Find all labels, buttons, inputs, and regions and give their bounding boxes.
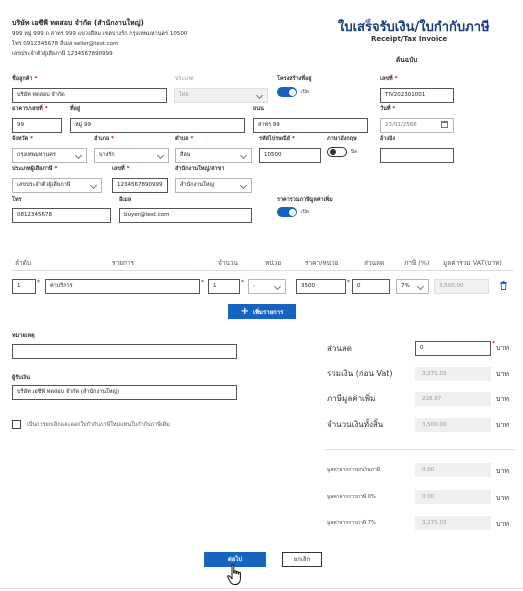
email-input[interactable]: buyer@test.com [119,208,252,223]
reference-input[interactable] [380,148,454,163]
summary-discount-label: ส่วนลด [327,344,352,353]
province-label: จังหวัด * [12,136,34,142]
row-item-input[interactable]: ค่าบริการ [45,279,200,294]
company-address: 999 หมู่ 999 ถ.สาทร 999 แขวงสีลม เขตบางรัก กรุงเทพมหานคร 10500 [12,31,188,37]
total-unit: บาท [496,421,509,429]
row-price-input[interactable]: 3500 [296,279,346,294]
row-qty-required: * [241,279,244,286]
table-header-divider [12,270,514,271]
cancel-button[interactable]: ยกเลิก [282,552,322,567]
tax-no-input[interactable]: 1234567890999 [112,178,168,193]
english-label: ภาษาอังกฤษ [327,136,357,142]
row-price-required: * [347,279,350,286]
vat-incl-toggle-label: เปิด [301,209,310,215]
structure-label: โครงสร้างที่อยู่ [277,76,312,82]
province-select[interactable]: กรุงเทพมหานคร [12,148,87,163]
prefix-select[interactable]: ไทย [174,88,268,103]
prefix-label: ประเภท [175,76,194,82]
add-item-label: เพิ่มรายการ [253,308,284,316]
receiver-label: ผู้รับเงิน [12,375,30,381]
th-item: รายการ [112,259,135,267]
vat-incl-label: ราคารวมภาษีมูลค่าเพิ่ม [277,197,333,203]
doc-no-input[interactable]: TIV202301001 [380,88,454,103]
tax-no-label: เลขที่ * [112,166,130,172]
email-label: อีเมล [119,197,132,203]
branch-select[interactable]: สำนักงานใหญ่ [175,178,252,193]
building-no-input[interactable]: 99 [12,118,62,133]
date-input[interactable]: 23/01/2566 [380,118,454,133]
row-tax-select[interactable]: 7% [396,279,429,294]
exempt-label: มูลค่าจากการยกเว้นภาษี [327,467,381,473]
exempt-value: 0.00 [415,463,491,477]
total-label: จำนวนเงินทั้งสิ้น [327,420,384,429]
summary-discount-required: * [492,340,495,347]
hand-cursor-icon [227,564,245,586]
taxpayer-type-label: ประเภทผู้เสียภาษี * [12,166,58,172]
plus-icon: + [240,305,250,317]
th-qty: จำนวน [218,259,238,267]
vat-unit: บาท [496,395,509,403]
next-button[interactable]: ต่อไป [204,552,266,567]
subdistrict-select[interactable]: สีลม [175,148,252,163]
company-name: บริษัท เอซีพี ทดสอบ จำกัด (สำนักงานใหญ่) [12,19,144,27]
date-label: วันที่ * [380,106,396,112]
doc-title: ใบเสร็จรับเงิน/ใบกำกับภาษี [338,20,490,35]
summary-discount-unit: บาท [496,344,509,352]
doc-no-label: เลขที่ * [380,76,398,82]
row-seq-required: * [37,279,40,286]
moo-label: ที่อยู่ [70,106,81,112]
row-unit-select[interactable]: - [248,279,286,294]
phone-label: โทร [12,197,22,203]
road-input[interactable]: สาทร 99 [253,118,368,133]
zero-rate-unit: บาท [496,494,509,502]
subtotal-label: รวมเงิน (ก่อน Vat) [327,369,393,378]
row-discount-input[interactable]: 0 [352,279,390,294]
receiver-input[interactable]: บริษัท เอซีพี ทดสอบ จำกัด (สำนักงานใหญ่) [12,385,237,400]
seven-rate-unit: บาท [496,520,509,528]
taxpayer-type-select[interactable]: เลขประจำตัวผู้เสียภาษี [12,178,102,193]
calendar-icon[interactable] [441,121,448,128]
postcode-label: รหัสไปรษณีย์ * [259,136,295,142]
vat-value: 228.97 [415,392,491,406]
district-label: อำเภอ * [94,136,115,142]
english-toggle[interactable] [327,147,347,157]
building-no-label: อาคาร/เลขที่ * [12,106,48,112]
customer-name-label: ชื่อลูกค้า * [12,76,38,82]
th-tax: ภาษี (%) [404,259,430,267]
bottom-divider [0,588,523,589]
subdistrict-label: ตำบล * [175,136,194,142]
company-contact: โทร 0912345678 อีเมล seller@test.com [12,41,119,47]
reference-label: อ้างอิง [380,136,396,142]
structure-toggle[interactable] [277,87,297,97]
exempt-unit: บาท [496,467,509,475]
vat-incl-toggle[interactable] [277,207,297,217]
th-discount: ส่วนลด [364,259,385,267]
zero-rate-value: 0.00 [415,490,491,504]
seven-rate-label: มูลค่าจากการภาษี 7% [327,520,376,526]
seven-rate-value: 3,271.03 [415,516,491,530]
th-seq: ลำดับ [15,259,31,267]
th-unit: หน่วย [265,259,282,267]
total-value: 3,500.00 [415,418,491,432]
remark-input[interactable] [12,344,237,359]
row-seq-input[interactable]: 1 [12,279,36,294]
remark-label: หมายเหตุ [12,333,35,339]
summary-discount-input[interactable]: 0 [415,341,491,356]
doc-copy: ต้นฉบับ [396,56,418,64]
cancel-replace-label: เป็นการยกเลิกและออกใบกำกับภาษีใหม่แทนใบกำกับภาษีเดิม [27,422,170,428]
th-total: มูลค่ารวม VAT(บาท) [443,259,502,267]
add-item-button[interactable] [228,304,296,319]
district-select[interactable]: บางรัก [94,148,169,163]
th-price: ราคา/หน่วย [305,259,339,267]
customer-name-input[interactable]: บริษัท ทดสอบ จำกัด [12,88,167,103]
row-qty-input[interactable]: 1 [208,279,240,294]
row-item-required: * [201,279,204,286]
structure-toggle-label: เปิด [301,89,310,95]
cancel-replace-checkbox[interactable] [12,420,21,429]
phone-input[interactable]: 0812345678 [12,208,111,223]
doc-title-en: Receipt/Tax Invoice [371,35,448,43]
row-total-output: 3,500.00 [434,279,489,294]
road-label: ถนน [253,106,264,112]
zero-rate-label: มูลค่าจากการภาษี 0% [327,494,376,500]
postcode-input[interactable]: 10500 [259,148,321,163]
subtotal-value: 3,271.03 [415,367,491,381]
trash-icon[interactable] [500,281,507,290]
vat-label: ภาษีมูลค่าเพิ่ม [327,394,376,403]
summary-divider [325,449,515,450]
company-tax-id: เลขประจำตัวผู้เสียภาษี 1234567890999 [12,51,113,57]
moo-input[interactable]: หมู่ 99 [70,118,245,133]
english-toggle-label: ปิด [351,149,358,155]
subtotal-unit: บาท [496,370,509,378]
branch-label: สำนักงานใหญ่/สาขา [175,166,225,172]
